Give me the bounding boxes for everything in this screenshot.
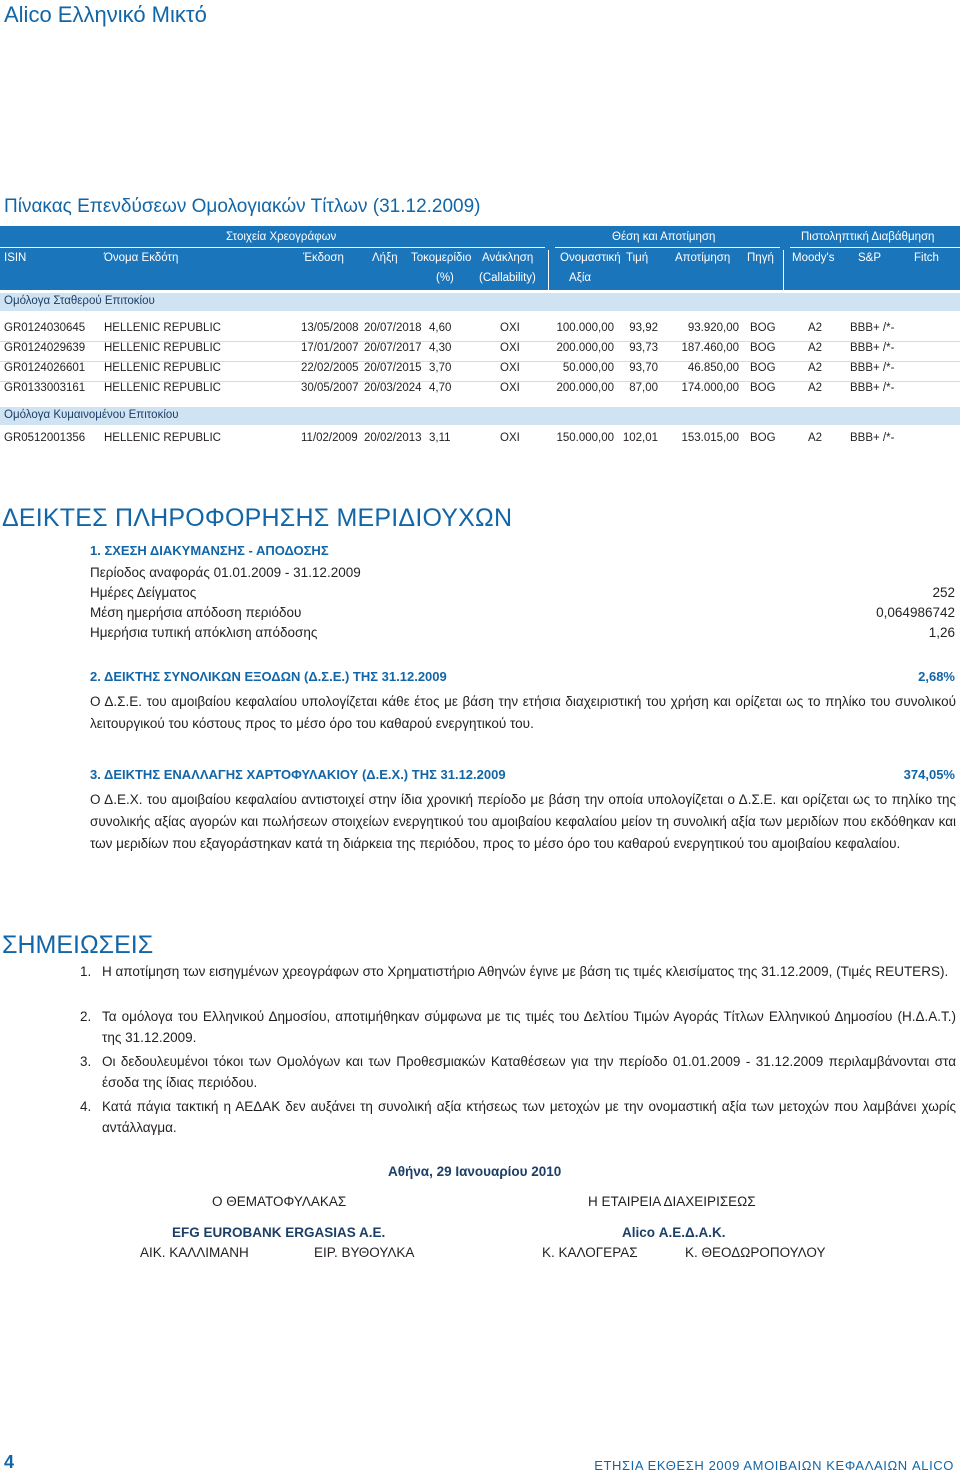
col-fitch: Fitch xyxy=(914,252,939,264)
indicator-3-value: 374,05% xyxy=(903,767,955,782)
cell-sp: BBB+ /*- xyxy=(850,342,895,354)
cell-moodys: A2 xyxy=(808,342,823,354)
place-date: Αθήνα, 29 Ιανουαρίου 2010 xyxy=(388,1164,562,1179)
mean-return-label: Μέση ημερήσια απόδοση περιόδου xyxy=(90,605,302,620)
section-floating-rate xyxy=(0,407,960,425)
cell-isin: GR0124026601 xyxy=(4,362,86,374)
cell-issue: 17/01/2007 xyxy=(301,342,359,354)
group-header-rating: Πιστοληπτική Διαβάθμηση xyxy=(801,231,935,243)
indicator-2-value: 2,68% xyxy=(918,669,955,684)
group-divider xyxy=(0,247,545,248)
note-number: 2. xyxy=(80,1009,92,1024)
report-title: ΕΤΗΣΙΑ ΕΚΘΕΣΗ 2009 ΑΜΟΙΒΑΙΩΝ ΚΕΦΑΛΑΙΩΝ ALICO xyxy=(594,1458,954,1473)
cell-coupon: 3,70 xyxy=(429,362,452,374)
section-title: Ομόλογα Σταθερού Επιτοκίου xyxy=(4,295,155,307)
group-header-position: Θέση και Αποτίμηση xyxy=(612,231,716,243)
section-title: Ομόλογα Κυμαινομένου Επιτοκίου xyxy=(4,409,179,421)
cell-issuer: HELLENIC REPUBLIC xyxy=(104,432,221,444)
cell-sp: BBB+ /*- xyxy=(850,322,895,334)
cell-source: BOG xyxy=(750,342,776,354)
cell-source: BOG xyxy=(750,362,776,374)
col-sp: S&P xyxy=(858,252,882,264)
table-header xyxy=(0,226,960,290)
col-maturity: Λήξη xyxy=(372,252,398,264)
notes-heading: ΣΗΜΕΙΩΣΕΙΣ xyxy=(2,931,154,959)
cell-nominal: 200.000,00 xyxy=(556,382,614,394)
indicators-heading: ΔΕΙΚΤΕΣ ΠΛΗΡΟΦΟΡΗΣΗΣ ΜΕΡΙΔΙΟΥΧΩΝ xyxy=(2,504,513,532)
custodian-signatory-1: ΑΙΚ. ΚΑΛΛΙΜΑΝΗ xyxy=(140,1245,249,1260)
cell-issuer: HELLENIC REPUBLIC xyxy=(104,382,221,394)
cell-sp: BBB+ /*- xyxy=(850,382,895,394)
manager-signatory-1: Κ. ΚΑΛΟΓΕΡΑΣ xyxy=(542,1245,638,1260)
manager-label: Η ΕΤΑΙΡΕΙΑ ΔΙΑΧΕΙΡΙΣΕΩΣ xyxy=(588,1194,756,1209)
indicator-3-title: 3. ΔΕΙΚΤΗΣ ΕΝΑΛΛΑΓΗΣ ΧΑΡΤΟΦΥΛΑΚΙΟΥ (Δ.Ε.Χ.) ΤΗΣ 31.12.2009 xyxy=(90,767,506,782)
col-coupon-unit: (%) xyxy=(436,272,454,284)
cell-moodys: A2 xyxy=(808,322,823,334)
cell-price: 93,92 xyxy=(629,322,658,334)
note-item xyxy=(80,961,956,982)
cell-issuer: HELLENIC REPUBLIC xyxy=(104,362,221,374)
cell-valuation: 187.460,00 xyxy=(681,342,739,354)
note-text: Οι δεδουλευμένοι τόκοι των Ομολόγων και των Προθεσμιακών Καταθέσεων για την περίοδο 01.01.2009 - 31.12.2009 περιλαμβάνονται στα έσοδα της ίδιας περιόδου. xyxy=(102,1054,956,1090)
cell-price: 93,73 xyxy=(629,342,658,354)
col-issue: Έκδοση xyxy=(303,252,344,264)
cell-coupon: 4,60 xyxy=(429,322,452,334)
cell-nominal: 100.000,00 xyxy=(556,322,614,334)
cell-nominal: 50.000,00 xyxy=(562,362,614,374)
cell-valuation: 153.015,00 xyxy=(681,432,739,444)
cell-isin: GR0124029639 xyxy=(4,342,86,354)
cell-maturity: 20/07/2017 xyxy=(364,342,422,354)
custodian-signatory-2: ΕΙΡ. ΒΥΘΟΥΛΚΑ xyxy=(314,1245,415,1260)
cell-isin: GR0133003161 xyxy=(4,382,86,394)
cell-moodys: A2 xyxy=(808,432,823,444)
cell-callable: ΟΧΙ xyxy=(500,342,520,354)
indicator-2-title: 2. ΔΕΙΚΤΗΣ ΣΥΝΟΛΙΚΩΝ ΕΞΟΔΩΝ (Δ.Σ.Ε.) ΤΗΣ 31.12.2009 xyxy=(90,669,447,684)
col-price: Τιμή xyxy=(626,252,649,264)
reference-period: Περίοδος αναφοράς 01.01.2009 - 31.12.2009 xyxy=(90,565,361,580)
table-title: Πίνακας Επενδύσεων Ομολογιακών Τίτλων (31.12.2009) xyxy=(4,196,481,217)
cell-coupon: 3,11 xyxy=(429,432,451,444)
column-divider xyxy=(548,250,549,290)
col-nominal-sub: Αξία xyxy=(569,272,592,284)
indicator-1-title: 1. ΣΧΕΣΗ ΔΙΑΚΥΜΑΝΣΗΣ - ΑΠΟΔΟΣΗΣ xyxy=(90,543,329,558)
indicator-3-text: Ο Δ.Ε.Χ. του αμοιβαίου κεφαλαίου αντιστοιχεί στην ίδια χρονική περίοδο με βάση την οποία υπολογίζεται ο Δ.Σ.Ε. και ορίζεται ως το πηλίκο της συνολικής αξίας αγορών και πωλήσεων στοιχείων ενεργητικού του αμοιβαίου κεφαλαίου μείον τη συνολική αξία των μεριδίων που εκδόθηκαν και των μεριδίων που εξαγοράστηκαν κατά τη διάρκεια της περιόδου, προς το μέσο όρο του καθαρού ενεργητικού του αμοιβαίου κεφαλαίου. xyxy=(90,792,956,851)
note-item xyxy=(80,1096,956,1138)
cell-maturity: 20/02/2013 xyxy=(364,432,422,444)
cell-moodys: A2 xyxy=(808,362,823,374)
sample-days-value: 252 xyxy=(932,585,955,600)
table-row xyxy=(0,322,960,338)
cell-issue: 30/05/2007 xyxy=(301,382,359,394)
page-number: 4 xyxy=(4,1452,15,1472)
table-row xyxy=(0,382,960,398)
std-dev-value: 1,26 xyxy=(928,625,955,640)
cell-issue: 13/05/2008 xyxy=(301,322,359,334)
cell-coupon: 4,70 xyxy=(429,382,452,394)
manager-company: Alico Α.Ε.Δ.Α.Κ. xyxy=(622,1225,726,1240)
cell-price: 93,70 xyxy=(629,362,658,374)
cell-issuer: HELLENIC REPUBLIC xyxy=(104,342,221,354)
cell-valuation: 46.850,00 xyxy=(687,362,739,374)
std-dev-label: Ημερήσια τυπική απόκλιση απόδοσης xyxy=(90,625,318,640)
cell-maturity: 20/07/2015 xyxy=(364,362,422,374)
cell-isin: GR0512001356 xyxy=(4,432,86,444)
cell-source: BOG xyxy=(750,322,776,334)
cell-price: 102,01 xyxy=(622,432,658,444)
sample-days-label: Ημέρες Δείγματος xyxy=(90,585,197,600)
col-source: Πηγή xyxy=(747,252,774,264)
note-item xyxy=(80,1051,956,1093)
col-callable: Ανάκληση xyxy=(482,252,534,264)
custodian-label: Ο ΘΕΜΑΤΟΦΥΛΑΚΑΣ xyxy=(212,1194,347,1209)
custodian-company: EFG EUROBANK ERGASIAS A.E. xyxy=(172,1225,386,1240)
group-header-securities: Στοιχεία Χρεογράφων xyxy=(226,231,337,243)
mean-return-value: 0,064986742 xyxy=(876,605,955,620)
cell-issuer: HELLENIC REPUBLIC xyxy=(104,322,221,334)
col-coupon: Τοκομερίδιο xyxy=(411,252,472,264)
cell-callable: ΟΧΙ xyxy=(500,322,520,334)
manager-signatory-2: Κ. ΘΕΟΔΩΡΟΠΟΥΛΟΥ xyxy=(685,1245,826,1260)
note-number: 1. xyxy=(80,964,92,979)
cell-callable: ΟΧΙ xyxy=(500,382,520,394)
note-text: Η αποτίμηση των εισηγμένων χρεογράφων στο Χρηματιστήριο Αθηνών έγινε με βάση τις τιμές κλεισίματος της 31.12.2009, (Τιμές REUTERS). xyxy=(102,964,949,979)
cell-issue: 22/02/2005 xyxy=(301,362,359,374)
indicator-2-text: Ο Δ.Σ.Ε. του αμοιβαίου κεφαλαίου υπολογίζεται κάθε έτος με βάση την ετήσια διαχειριστική του χρήση και ορίζεται ως το πηλίκο του συνολικού λειτουργικού του κόστους προς το μέσο όρο του καθαρού ενεργητικού του. xyxy=(90,694,956,731)
cell-source: BOG xyxy=(750,382,776,394)
group-divider xyxy=(790,247,960,248)
cell-sp: BBB+ /*- xyxy=(850,362,895,374)
cell-coupon: 4,30 xyxy=(429,342,452,354)
column-divider xyxy=(783,250,784,290)
cell-nominal: 150.000,00 xyxy=(556,432,614,444)
cell-sp: BBB+ /*- xyxy=(850,432,895,444)
cell-valuation: 174.000,00 xyxy=(681,382,739,394)
note-text: Τα ομόλογα του Ελληνικού Δημοσίου, αποτιμήθηκαν σύμφωνα με τις τιμές του Δελτίου Τιμών Αγοράς Τίτλων Ελληνικού Δημοσίου (Η.Δ.Α.Τ.) της 31.12.2009. xyxy=(102,1009,956,1045)
fund-name: Alico Ελληνικό Μικτό xyxy=(4,2,207,27)
note-number: 4. xyxy=(80,1099,92,1114)
cell-issue: 11/02/2009 xyxy=(301,432,358,444)
cell-valuation: 93.920,00 xyxy=(687,322,739,334)
note-text: Κατά πάγια τακτική η ΑΕΔΑΚ δεν αυξάνει τη συνολική αξία κτήσεως των μετοχών με την ονομαστική αξία των μετοχών που λαμβάνει χωρίς αντάλλαγμα. xyxy=(102,1099,956,1135)
cell-maturity: 20/07/2018 xyxy=(364,322,422,334)
col-callable-sub: (Callability) xyxy=(479,272,536,284)
table-row xyxy=(0,342,960,358)
cell-source: BOG xyxy=(750,432,776,444)
note-item xyxy=(80,1006,956,1048)
table-row xyxy=(0,362,960,378)
cell-callable: ΟΧΙ xyxy=(500,362,520,374)
cell-maturity: 20/03/2024 xyxy=(364,382,422,394)
cell-nominal: 200.000,00 xyxy=(556,342,614,354)
cell-isin: GR0124030645 xyxy=(4,322,86,334)
col-valuation: Αποτίμηση xyxy=(675,252,731,264)
note-number: 3. xyxy=(80,1054,92,1069)
col-issuer: Όνομα Εκδότη xyxy=(104,252,179,264)
cell-callable: ΟΧΙ xyxy=(500,432,520,444)
section-fixed-rate xyxy=(0,293,960,311)
col-nominal: Ονομαστική xyxy=(560,252,621,264)
group-divider xyxy=(555,247,780,248)
col-isin: ISIN xyxy=(4,252,27,264)
cell-price: 87,00 xyxy=(629,382,658,394)
table-row xyxy=(0,432,960,448)
cell-moodys: A2 xyxy=(808,382,823,394)
col-moodys: Moody's xyxy=(792,252,835,264)
